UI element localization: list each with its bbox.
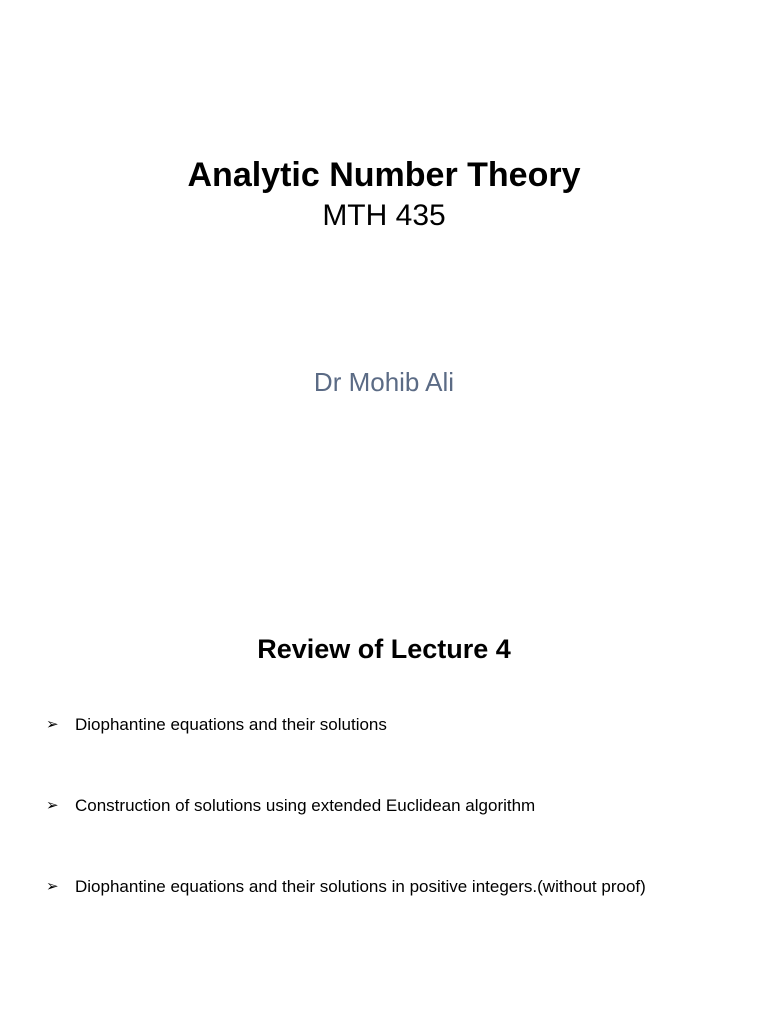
bullet-item	[46, 874, 746, 955]
document-title: Analytic Number Theory	[187, 156, 581, 194]
arrowhead-bullet-icon: ➢	[46, 716, 59, 733]
bullet-item	[46, 712, 746, 793]
review-bullet-list	[46, 712, 746, 955]
bullet-text: Diophantine equations and their solutions in positive integers.(without proof)	[75, 877, 646, 896]
arrowhead-bullet-icon: ➢	[46, 878, 59, 895]
bullet-item	[46, 793, 746, 874]
course-code: MTH 435	[322, 199, 446, 232]
arrowhead-bullet-icon: ➢	[46, 797, 59, 814]
author-name: Dr Mohib Ali	[313, 367, 455, 397]
bullet-text: Construction of solutions using extended Euclidean algorithm	[75, 796, 536, 815]
review-heading: Review of Lecture 4	[257, 634, 511, 664]
bullet-text: Diophantine equations and their solutions	[75, 715, 387, 734]
